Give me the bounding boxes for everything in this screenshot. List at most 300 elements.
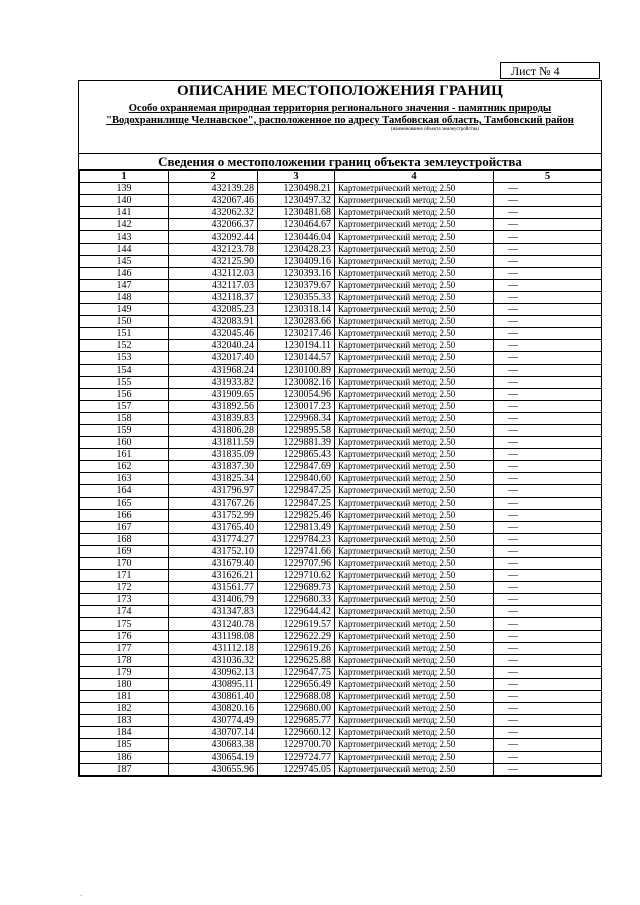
description-cell: — bbox=[494, 618, 602, 630]
x-coordinate-cell: 432067.46 bbox=[169, 195, 258, 207]
method-cell: Картометрический метод; 2.50 bbox=[335, 654, 494, 666]
description-cell: — bbox=[494, 183, 602, 195]
method-cell: Картометрический метод; 2.50 bbox=[335, 763, 494, 775]
x-coordinate-cell: 431765.40 bbox=[169, 521, 258, 533]
table-row bbox=[80, 715, 602, 727]
y-coordinate-cell: 1230428.23 bbox=[258, 243, 335, 255]
method-cell: Картометрический метод; 2.50 bbox=[335, 521, 494, 533]
object-caption: (наименование объекта землеустройства) bbox=[390, 127, 480, 132]
y-coordinate-cell: 1229847.69 bbox=[258, 461, 335, 473]
table-row bbox=[80, 521, 602, 533]
table-row bbox=[80, 678, 602, 690]
description-cell: — bbox=[494, 388, 602, 400]
method-cell: Картометрический метод; 2.50 bbox=[335, 618, 494, 630]
x-coordinate-cell: 430654.19 bbox=[169, 751, 258, 763]
y-coordinate-cell: 1229707.96 bbox=[258, 558, 335, 570]
y-coordinate-cell: 1230194.11 bbox=[258, 340, 335, 352]
description-cell: — bbox=[494, 739, 602, 751]
table-row bbox=[80, 388, 602, 400]
table-row bbox=[80, 691, 602, 703]
x-coordinate-cell: 432125.90 bbox=[169, 255, 258, 267]
point-number-cell: 178 bbox=[80, 654, 169, 666]
description-cell: — bbox=[494, 267, 602, 279]
method-cell: Картометрический метод; 2.50 bbox=[335, 678, 494, 690]
point-number-cell: 149 bbox=[80, 304, 169, 316]
description-cell: — bbox=[494, 279, 602, 291]
y-coordinate-cell: 1229680.00 bbox=[258, 703, 335, 715]
point-number-cell: 142 bbox=[80, 219, 169, 231]
x-coordinate-cell: 431806.28 bbox=[169, 424, 258, 436]
method-cell: Картометрический метод; 2.50 bbox=[335, 533, 494, 545]
method-cell: Картометрический метод; 2.50 bbox=[335, 412, 494, 424]
point-number-cell: 148 bbox=[80, 291, 169, 303]
x-coordinate-cell: 430895.11 bbox=[169, 678, 258, 690]
method-cell: Картометрический метод; 2.50 bbox=[335, 437, 494, 449]
table-row bbox=[80, 485, 602, 497]
y-coordinate-cell: 1229622.29 bbox=[258, 630, 335, 642]
y-coordinate-cell: 1229644.42 bbox=[258, 606, 335, 618]
y-coordinate-cell: 1230054.96 bbox=[258, 388, 335, 400]
point-number-cell: 182 bbox=[80, 703, 169, 715]
description-cell: — bbox=[494, 255, 602, 267]
method-cell: Картометрический метод; 2.50 bbox=[335, 582, 494, 594]
column-header: 1 bbox=[80, 171, 169, 183]
table-row bbox=[80, 291, 602, 303]
point-number-cell: 175 bbox=[80, 618, 169, 630]
method-cell: Картометрический метод; 2.50 bbox=[335, 400, 494, 412]
description-cell: — bbox=[494, 412, 602, 424]
method-cell: Картометрический метод; 2.50 bbox=[335, 642, 494, 654]
point-number-cell: 186 bbox=[80, 751, 169, 763]
point-number-cell: 155 bbox=[80, 376, 169, 388]
table-row bbox=[80, 606, 602, 618]
table-row bbox=[80, 739, 602, 751]
table-row bbox=[80, 461, 602, 473]
x-coordinate-cell: 432083.91 bbox=[169, 316, 258, 328]
point-number-cell: 179 bbox=[80, 666, 169, 678]
x-coordinate-cell: 432123.78 bbox=[169, 243, 258, 255]
method-cell: Картометрический метод; 2.50 bbox=[335, 545, 494, 557]
method-cell: Картометрический метод; 2.50 bbox=[335, 352, 494, 364]
method-cell: Картометрический метод; 2.50 bbox=[335, 231, 494, 243]
point-number-cell: 167 bbox=[80, 521, 169, 533]
y-coordinate-cell: 1230393.16 bbox=[258, 267, 335, 279]
description-cell: — bbox=[494, 364, 602, 376]
point-number-cell: 168 bbox=[80, 533, 169, 545]
description-cell: — bbox=[494, 666, 602, 678]
y-coordinate-cell: 1230498.21 bbox=[258, 183, 335, 195]
point-number-cell: 146 bbox=[80, 267, 169, 279]
y-coordinate-cell: 1230017.23 bbox=[258, 400, 335, 412]
point-number-cell: 154 bbox=[80, 364, 169, 376]
point-number-cell: 171 bbox=[80, 570, 169, 582]
description-cell: — bbox=[494, 352, 602, 364]
table-row bbox=[80, 352, 602, 364]
x-coordinate-cell: 431406.79 bbox=[169, 594, 258, 606]
description-cell: — bbox=[494, 497, 602, 509]
x-coordinate-cell: 431752.99 bbox=[169, 509, 258, 521]
object-description-line2: "Водохранилище Челнавское", расположенное по адресу Тамбовская область, Тамбовский район bbox=[106, 115, 574, 126]
description-cell: — bbox=[494, 243, 602, 255]
y-coordinate-cell: 1230283.66 bbox=[258, 316, 335, 328]
y-coordinate-cell: 1229840.60 bbox=[258, 473, 335, 485]
x-coordinate-cell: 430861.40 bbox=[169, 691, 258, 703]
x-coordinate-cell: 431626.21 bbox=[169, 570, 258, 582]
description-cell: — bbox=[494, 509, 602, 521]
method-cell: Картометрический метод; 2.50 bbox=[335, 340, 494, 352]
point-number-cell: 140 bbox=[80, 195, 169, 207]
method-cell: Картометрический метод; 2.50 bbox=[335, 279, 494, 291]
y-coordinate-cell: 1229847.25 bbox=[258, 497, 335, 509]
table-row bbox=[80, 594, 602, 606]
table-row bbox=[80, 509, 602, 521]
y-coordinate-cell: 1230318.14 bbox=[258, 304, 335, 316]
table-row bbox=[80, 618, 602, 630]
description-cell: — bbox=[494, 703, 602, 715]
table-row bbox=[80, 727, 602, 739]
table-row bbox=[80, 304, 602, 316]
document-title: ОПИСАНИЕ МЕСТОПОЛОЖЕНИЯ ГРАНИЦ bbox=[177, 83, 503, 99]
description-cell: — bbox=[494, 195, 602, 207]
title-block bbox=[79, 81, 601, 153]
y-coordinate-cell: 1229968.34 bbox=[258, 412, 335, 424]
x-coordinate-cell: 431752.10 bbox=[169, 545, 258, 557]
y-coordinate-cell: 1229660.12 bbox=[258, 727, 335, 739]
point-number-cell: 150 bbox=[80, 316, 169, 328]
column-header: 2 bbox=[169, 171, 258, 183]
table-row bbox=[80, 207, 602, 219]
y-coordinate-cell: 1229865.43 bbox=[258, 449, 335, 461]
y-coordinate-cell: 1229741.66 bbox=[258, 545, 335, 557]
method-cell: Картометрический метод; 2.50 bbox=[335, 267, 494, 279]
description-cell: — bbox=[494, 340, 602, 352]
description-cell: — bbox=[494, 521, 602, 533]
sheet-number-label: Лист № 4 bbox=[500, 62, 600, 79]
method-cell: Картометрический метод; 2.50 bbox=[335, 219, 494, 231]
x-coordinate-cell: 432040.24 bbox=[169, 340, 258, 352]
point-number-cell: 183 bbox=[80, 715, 169, 727]
point-number-cell: 152 bbox=[80, 340, 169, 352]
method-cell: Картометрический метод; 2.50 bbox=[335, 497, 494, 509]
table-row bbox=[80, 243, 602, 255]
method-cell: Картометрический метод; 2.50 bbox=[335, 328, 494, 340]
description-cell: — bbox=[494, 316, 602, 328]
y-coordinate-cell: 1230100.89 bbox=[258, 364, 335, 376]
section-title: Сведения о местоположении границ объекта землеустройства bbox=[79, 153, 601, 170]
description-cell: — bbox=[494, 594, 602, 606]
x-coordinate-cell: 431796.97 bbox=[169, 485, 258, 497]
point-number-cell: 144 bbox=[80, 243, 169, 255]
y-coordinate-cell: 1229688.08 bbox=[258, 691, 335, 703]
table-row bbox=[80, 267, 602, 279]
table-row bbox=[80, 654, 602, 666]
description-cell: — bbox=[494, 231, 602, 243]
x-coordinate-cell: 431811.59 bbox=[169, 437, 258, 449]
x-coordinate-cell: 430707.14 bbox=[169, 727, 258, 739]
description-cell: — bbox=[494, 207, 602, 219]
x-coordinate-cell: 430655.96 bbox=[169, 763, 258, 775]
table-row bbox=[80, 763, 602, 775]
description-cell: — bbox=[494, 376, 602, 388]
x-coordinate-cell: 430683.38 bbox=[169, 739, 258, 751]
table-row bbox=[80, 666, 602, 678]
description-cell: — bbox=[494, 400, 602, 412]
method-cell: Картометрический метод; 2.50 bbox=[335, 485, 494, 497]
point-number-cell: 139 bbox=[80, 183, 169, 195]
x-coordinate-cell: 431909.65 bbox=[169, 388, 258, 400]
method-cell: Картометрический метод; 2.50 bbox=[335, 364, 494, 376]
point-number-cell: 170 bbox=[80, 558, 169, 570]
method-cell: Картометрический метод; 2.50 bbox=[335, 207, 494, 219]
table-row bbox=[80, 412, 602, 424]
point-number-cell: 159 bbox=[80, 424, 169, 436]
y-coordinate-cell: 1229724.77 bbox=[258, 751, 335, 763]
y-coordinate-cell: 1230446.04 bbox=[258, 231, 335, 243]
x-coordinate-cell: 431774.27 bbox=[169, 533, 258, 545]
point-number-cell: 147 bbox=[80, 279, 169, 291]
column-header: 4 bbox=[335, 171, 494, 183]
x-coordinate-cell: 432062.32 bbox=[169, 207, 258, 219]
table-row bbox=[80, 364, 602, 376]
y-coordinate-cell: 1230217.46 bbox=[258, 328, 335, 340]
x-coordinate-cell: 431198.08 bbox=[169, 630, 258, 642]
table-row bbox=[80, 219, 602, 231]
coordinates-table bbox=[79, 170, 602, 776]
point-number-cell: 157 bbox=[80, 400, 169, 412]
x-coordinate-cell: 431892.56 bbox=[169, 400, 258, 412]
table-row bbox=[80, 195, 602, 207]
table-row bbox=[80, 570, 602, 582]
description-cell: — bbox=[494, 570, 602, 582]
method-cell: Картометрический метод; 2.50 bbox=[335, 739, 494, 751]
table-body bbox=[80, 183, 602, 776]
method-cell: Картометрический метод; 2.50 bbox=[335, 630, 494, 642]
point-number-cell: 164 bbox=[80, 485, 169, 497]
point-number-cell: 181 bbox=[80, 691, 169, 703]
table-row bbox=[80, 328, 602, 340]
stray-mark: . bbox=[80, 889, 82, 898]
description-cell: — bbox=[494, 545, 602, 557]
y-coordinate-cell: 1229619.26 bbox=[258, 642, 335, 654]
point-number-cell: 172 bbox=[80, 582, 169, 594]
x-coordinate-cell: 431347.83 bbox=[169, 606, 258, 618]
x-coordinate-cell: 431835.09 bbox=[169, 449, 258, 461]
x-coordinate-cell: 432112.03 bbox=[169, 267, 258, 279]
description-cell: — bbox=[494, 291, 602, 303]
point-number-cell: 185 bbox=[80, 739, 169, 751]
y-coordinate-cell: 1229700.70 bbox=[258, 739, 335, 751]
method-cell: Картометрический метод; 2.50 bbox=[335, 715, 494, 727]
y-coordinate-cell: 1230379.67 bbox=[258, 279, 335, 291]
point-number-cell: 156 bbox=[80, 388, 169, 400]
method-cell: Картометрический метод; 2.50 bbox=[335, 606, 494, 618]
method-cell: Картометрический метод; 2.50 bbox=[335, 727, 494, 739]
table-row bbox=[80, 630, 602, 642]
point-number-cell: 161 bbox=[80, 449, 169, 461]
method-cell: Картометрический метод; 2.50 bbox=[335, 666, 494, 678]
method-cell: Картометрический метод; 2.50 bbox=[335, 751, 494, 763]
method-cell: Картометрический метод; 2.50 bbox=[335, 255, 494, 267]
x-coordinate-cell: 431036.32 bbox=[169, 654, 258, 666]
x-coordinate-cell: 430774.49 bbox=[169, 715, 258, 727]
point-number-cell: 166 bbox=[80, 509, 169, 521]
point-number-cell: 162 bbox=[80, 461, 169, 473]
point-number-cell: 177 bbox=[80, 642, 169, 654]
point-number-cell: 169 bbox=[80, 545, 169, 557]
y-coordinate-cell: 1230082.16 bbox=[258, 376, 335, 388]
table-row bbox=[80, 642, 602, 654]
point-number-cell: 158 bbox=[80, 412, 169, 424]
x-coordinate-cell: 431561.77 bbox=[169, 582, 258, 594]
description-cell: — bbox=[494, 582, 602, 594]
x-coordinate-cell: 432117.03 bbox=[169, 279, 258, 291]
point-number-cell: 187 bbox=[80, 763, 169, 775]
method-cell: Картометрический метод; 2.50 bbox=[335, 570, 494, 582]
column-header: 3 bbox=[258, 171, 335, 183]
table-row bbox=[80, 424, 602, 436]
y-coordinate-cell: 1229619.57 bbox=[258, 618, 335, 630]
y-coordinate-cell: 1230355.33 bbox=[258, 291, 335, 303]
y-coordinate-cell: 1230409.16 bbox=[258, 255, 335, 267]
description-cell: — bbox=[494, 630, 602, 642]
table-row bbox=[80, 545, 602, 557]
table-row bbox=[80, 437, 602, 449]
point-number-cell: 145 bbox=[80, 255, 169, 267]
table-row bbox=[80, 316, 602, 328]
description-cell: — bbox=[494, 727, 602, 739]
description-cell: — bbox=[494, 461, 602, 473]
table-header-row bbox=[80, 171, 602, 183]
point-number-cell: 174 bbox=[80, 606, 169, 618]
method-cell: Картометрический метод; 2.50 bbox=[335, 376, 494, 388]
table-row bbox=[80, 400, 602, 412]
method-cell: Картометрический метод; 2.50 bbox=[335, 304, 494, 316]
point-number-cell: 151 bbox=[80, 328, 169, 340]
point-number-cell: 176 bbox=[80, 630, 169, 642]
table-row bbox=[80, 582, 602, 594]
description-cell: — bbox=[494, 219, 602, 231]
description-cell: — bbox=[494, 437, 602, 449]
method-cell: Картометрический метод; 2.50 bbox=[335, 183, 494, 195]
x-coordinate-cell: 430820.16 bbox=[169, 703, 258, 715]
x-coordinate-cell: 432066.37 bbox=[169, 219, 258, 231]
table-row bbox=[80, 449, 602, 461]
y-coordinate-cell: 1229647.75 bbox=[258, 666, 335, 678]
method-cell: Картометрический метод; 2.50 bbox=[335, 195, 494, 207]
point-number-cell: 143 bbox=[80, 231, 169, 243]
method-cell: Картометрический метод; 2.50 bbox=[335, 243, 494, 255]
table-row bbox=[80, 473, 602, 485]
y-coordinate-cell: 1230481.68 bbox=[258, 207, 335, 219]
description-cell: — bbox=[494, 533, 602, 545]
x-coordinate-cell: 431933.82 bbox=[169, 376, 258, 388]
method-cell: Картометрический метод; 2.50 bbox=[335, 691, 494, 703]
description-cell: — bbox=[494, 473, 602, 485]
table-row bbox=[80, 376, 602, 388]
y-coordinate-cell: 1229895.58 bbox=[258, 424, 335, 436]
table-row bbox=[80, 533, 602, 545]
method-cell: Картометрический метод; 2.50 bbox=[335, 449, 494, 461]
y-coordinate-cell: 1229881.39 bbox=[258, 437, 335, 449]
point-number-cell: 165 bbox=[80, 497, 169, 509]
description-cell: — bbox=[494, 691, 602, 703]
x-coordinate-cell: 432118.37 bbox=[169, 291, 258, 303]
table-row bbox=[80, 231, 602, 243]
x-coordinate-cell: 432017.40 bbox=[169, 352, 258, 364]
x-coordinate-cell: 431679.40 bbox=[169, 558, 258, 570]
y-coordinate-cell: 1229710.62 bbox=[258, 570, 335, 582]
description-cell: — bbox=[494, 606, 602, 618]
point-number-cell: 180 bbox=[80, 678, 169, 690]
point-number-cell: 160 bbox=[80, 437, 169, 449]
table-row bbox=[80, 497, 602, 509]
y-coordinate-cell: 1229680.33 bbox=[258, 594, 335, 606]
y-coordinate-cell: 1230464.67 bbox=[258, 219, 335, 231]
method-cell: Картометрический метод; 2.50 bbox=[335, 461, 494, 473]
y-coordinate-cell: 1229745.05 bbox=[258, 763, 335, 775]
x-coordinate-cell: 431968.24 bbox=[169, 364, 258, 376]
table-row bbox=[80, 279, 602, 291]
table-row bbox=[80, 183, 602, 195]
description-cell: — bbox=[494, 424, 602, 436]
description-cell: — bbox=[494, 642, 602, 654]
description-cell: — bbox=[494, 751, 602, 763]
method-cell: Картометрический метод; 2.50 bbox=[335, 388, 494, 400]
description-cell: — bbox=[494, 654, 602, 666]
point-number-cell: 153 bbox=[80, 352, 169, 364]
table-row bbox=[80, 255, 602, 267]
x-coordinate-cell: 431825.34 bbox=[169, 473, 258, 485]
description-cell: — bbox=[494, 304, 602, 316]
table-row bbox=[80, 703, 602, 715]
method-cell: Картометрический метод; 2.50 bbox=[335, 509, 494, 521]
x-coordinate-cell: 432045.46 bbox=[169, 328, 258, 340]
point-number-cell: 163 bbox=[80, 473, 169, 485]
method-cell: Картометрический метод; 2.50 bbox=[335, 316, 494, 328]
y-coordinate-cell: 1229625.88 bbox=[258, 654, 335, 666]
method-cell: Картометрический метод; 2.50 bbox=[335, 291, 494, 303]
point-number-cell: 173 bbox=[80, 594, 169, 606]
x-coordinate-cell: 432092.44 bbox=[169, 231, 258, 243]
x-coordinate-cell: 431112.18 bbox=[169, 642, 258, 654]
point-number-cell: 141 bbox=[80, 207, 169, 219]
y-coordinate-cell: 1229847.25 bbox=[258, 485, 335, 497]
x-coordinate-cell: 432139.28 bbox=[169, 183, 258, 195]
method-cell: Картометрический метод; 2.50 bbox=[335, 594, 494, 606]
y-coordinate-cell: 1230144.57 bbox=[258, 352, 335, 364]
description-cell: — bbox=[494, 558, 602, 570]
table-row bbox=[80, 558, 602, 570]
y-coordinate-cell: 1229656.49 bbox=[258, 678, 335, 690]
y-coordinate-cell: 1229825.46 bbox=[258, 509, 335, 521]
x-coordinate-cell: 431837.30 bbox=[169, 461, 258, 473]
description-cell: — bbox=[494, 678, 602, 690]
column-header: 5 bbox=[494, 171, 602, 183]
method-cell: Картометрический метод; 2.50 bbox=[335, 703, 494, 715]
y-coordinate-cell: 1229784.23 bbox=[258, 533, 335, 545]
x-coordinate-cell: 431240.78 bbox=[169, 618, 258, 630]
method-cell: Картометрический метод; 2.50 bbox=[335, 424, 494, 436]
table-row bbox=[80, 751, 602, 763]
point-number-cell: 184 bbox=[80, 727, 169, 739]
description-cell: — bbox=[494, 763, 602, 775]
method-cell: Картометрический метод; 2.50 bbox=[335, 558, 494, 570]
description-cell: — bbox=[494, 715, 602, 727]
method-cell: Картометрический метод; 2.50 bbox=[335, 473, 494, 485]
y-coordinate-cell: 1230497.32 bbox=[258, 195, 335, 207]
document-frame bbox=[78, 80, 602, 777]
object-description-line1: Особо охраняемая природная территория регионального значения - памятник природы bbox=[128, 103, 552, 114]
